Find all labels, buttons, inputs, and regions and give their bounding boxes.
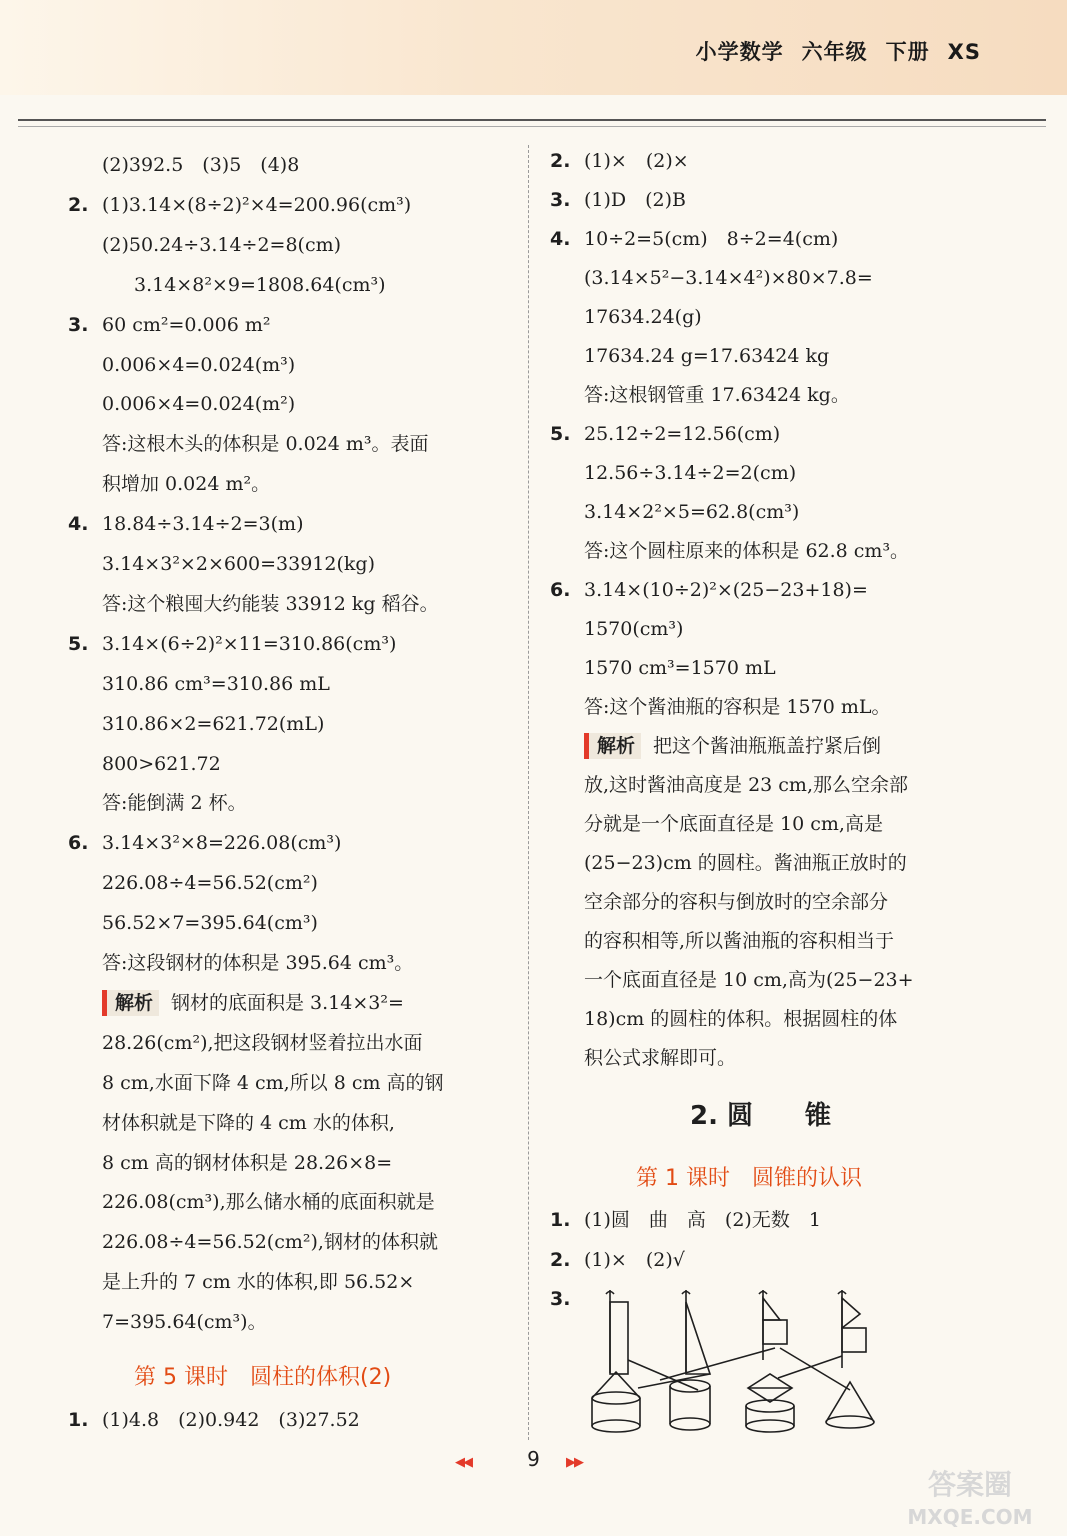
answer-line [68, 584, 439, 624]
answer-line [550, 336, 829, 376]
answer-text: 800>621.72 [102, 752, 221, 775]
answer-line [68, 464, 270, 504]
answer-text: 放,这时酱油高度是 23 cm,那么空余部 [584, 774, 908, 796]
answer-line [550, 726, 881, 766]
answer-line [68, 544, 375, 584]
answer-line [68, 704, 324, 744]
answer-text: (1)D (2)B [584, 189, 687, 211]
answer-line [68, 1103, 395, 1143]
answer-line [550, 531, 909, 571]
answer-text: 18)cm 的圆柱的体积。根据圆柱的体 [584, 1008, 898, 1030]
answer-line [550, 1240, 685, 1280]
column-divider [528, 145, 529, 1440]
answer-line [550, 687, 890, 727]
answer-line [550, 453, 796, 493]
answer-line [68, 863, 318, 903]
answer-line [550, 999, 897, 1039]
answer-text: (1)× (2)√ [584, 1248, 685, 1271]
answer-text: 一个底面直径是 10 cm,高为(25−23+ [584, 969, 914, 991]
answer-text: 8 cm,水面下降 4 cm,所以 8 cm 高的钢 [102, 1071, 444, 1094]
section-title: 2. 圆 锥 [690, 1101, 832, 1131]
answer-text: 是上升的 7 cm 水的体积,即 56.52× [102, 1271, 415, 1294]
answer-line [68, 943, 413, 983]
answer-line [550, 570, 868, 610]
rectangle-rotation-icon [606, 1290, 628, 1374]
answer-line [550, 648, 776, 688]
answer-line [550, 1200, 821, 1240]
answer-line [68, 145, 299, 185]
answer-text: 7=395.64(cm³)。 [102, 1311, 267, 1334]
question-number: 3. [68, 313, 89, 336]
lesson-title-1: 第 1 课时 圆锥的认识 [636, 1166, 862, 1191]
answer-line [68, 903, 318, 943]
answer-line [550, 297, 702, 337]
answer-line [550, 960, 914, 1000]
answer-text: 28.26(cm²),把这段钢材竖着拉出水面 [102, 1031, 423, 1054]
answer-text: 1570(cm³) [584, 618, 684, 640]
answer-text: 0.006×4=0.024(m³) [102, 353, 296, 376]
answer-line [68, 1222, 438, 1262]
answer-text: (1)3.14×(8÷2)²×4=200.96(cm³) [102, 193, 412, 216]
answer-text: 310.86×2=621.72(mL) [102, 712, 325, 735]
answer-line [68, 1143, 392, 1183]
answer-text: 积增加 0.024 m²。 [102, 473, 271, 496]
answer-text: 答:能倒满 2 杯。 [102, 792, 247, 815]
answer-line [68, 185, 411, 225]
question-number: 6. [550, 579, 571, 601]
answer-line [68, 1400, 360, 1440]
header-rule [18, 119, 1046, 121]
answer-line [550, 1038, 736, 1078]
page-number: 9 [527, 1447, 540, 1471]
answer-text: 把这个酱油瓶瓶盖拧紧后倒 [653, 735, 882, 757]
cone-solid [826, 1382, 874, 1428]
answer-line [68, 305, 270, 345]
analysis-label: 解析 [584, 733, 641, 759]
answer-line [68, 664, 330, 704]
answer-text: 17634.24 g=17.63424 kg [584, 345, 830, 367]
answer-line [550, 843, 907, 883]
question-number: 5. [550, 423, 571, 445]
answer-line [68, 1023, 423, 1063]
answer-line [550, 492, 799, 532]
question-number: 1. [68, 1409, 89, 1431]
question-number: 2. [550, 150, 571, 172]
answer-line [68, 1182, 435, 1222]
question-number: 4. [68, 513, 89, 536]
question-number: 2. [68, 193, 89, 216]
answer-text: 226.08(cm³),那么储水桶的底面积就是 [102, 1191, 435, 1214]
question-number: 6. [68, 832, 89, 855]
answer-text: 的容积相等,所以酱油瓶的容积相当于 [584, 930, 895, 952]
answer-line [68, 783, 247, 823]
grade-label: 六年级 [801, 40, 868, 64]
answer-text: 积公式求解即可。 [584, 1047, 737, 1069]
header-rule-thin [18, 126, 1046, 127]
answer-text: 12.56÷3.14÷2=2(cm) [584, 462, 797, 484]
answer-text: 答:这段钢材的体积是 395.64 cm³。 [102, 952, 414, 974]
answer-text: 答:这个圆柱原来的体积是 62.8 cm³。 [584, 540, 910, 562]
answer-line [68, 345, 295, 385]
square-triangle-rotation-icon [838, 1290, 866, 1368]
answer-line [550, 1279, 584, 1319]
question-number: 2. [550, 1248, 571, 1271]
question-number: 3. [550, 189, 571, 211]
answer-text: 材体积就是下降的 4 cm 水的体积, [102, 1111, 395, 1134]
answer-text: 60 cm²=0.006 m² [102, 313, 271, 336]
cylinder-solid [670, 1380, 710, 1430]
answer-text: (2)50.24÷3.14÷2=8(cm) [102, 233, 342, 256]
answer-text: (1)圆 曲 高 (2)无数 1 [584, 1209, 821, 1231]
answer-text: (3.14×5²−3.14×4²)×80×7.8= [584, 267, 873, 289]
answer-line [68, 744, 221, 784]
answer-text: 3.14×2²×5=62.8(cm³) [584, 501, 800, 523]
answer-line [550, 804, 883, 844]
answer-text: 答:这根木头的体积是 0.024 m³。表面 [102, 433, 429, 456]
double-cone-cylinder-solid [746, 1374, 794, 1432]
answer-line [550, 180, 686, 220]
edition-label: XS [947, 40, 981, 64]
answer-line [68, 424, 429, 464]
answer-text: (1)4.8 (2)0.942 (3)27.52 [102, 1409, 360, 1431]
answer-text: 8 cm 高的钢材体积是 28.26×8= [102, 1151, 393, 1174]
answer-line [550, 375, 850, 415]
answer-text: 226.08÷4=56.52(cm²) [102, 872, 318, 895]
answer-line [550, 765, 908, 805]
answer-line [68, 823, 341, 863]
matching-figure [580, 1288, 900, 1438]
answer-line [68, 265, 386, 305]
watermark-logo: 答案圈 MXQE.COM [907, 1468, 1033, 1529]
answer-line [68, 624, 396, 664]
answer-text: 3.14×(6÷2)²×11=310.86(cm³) [102, 632, 397, 655]
answer-text: 3.14×8²×9=1808.64(cm³) [134, 273, 386, 296]
analysis-label: 解析 [102, 990, 159, 1016]
lesson-title-5: 第 5 课时 圆柱的体积(2) [134, 1365, 392, 1390]
answer-text: 答:这根钢管重 17.63424 kg。 [584, 384, 850, 406]
answer-line [68, 384, 295, 424]
answer-text: 答:这个酱油瓶的容积是 1570 mL。 [584, 696, 891, 718]
cone-cylinder-solid [592, 1372, 640, 1432]
answer-line [68, 1262, 414, 1302]
answer-line [550, 609, 683, 649]
question-number: 1. [550, 1209, 571, 1231]
answer-text: 空余部分的容积与倒放时的空余部分 [584, 891, 889, 913]
answer-line [68, 504, 303, 544]
answer-line [68, 1302, 267, 1342]
answer-text: 310.86 cm³=310.86 mL [102, 672, 330, 695]
book-info [678, 36, 981, 66]
answer-line [550, 219, 838, 259]
answer-line [68, 1063, 444, 1103]
answer-text: 0.006×4=0.024(m²) [102, 393, 296, 416]
volume-label: 下册 [885, 40, 930, 64]
answer-text: (25−23)cm 的圆柱。酱油瓶正放时的 [584, 852, 907, 874]
answer-text: 答:这个粮囤大约能装 33912 kg 稻谷。 [102, 592, 439, 615]
answer-text: (1)× (2)× [584, 150, 689, 172]
answer-line [550, 258, 873, 298]
answer-text: 25.12÷2=12.56(cm) [584, 423, 781, 445]
answer-line [550, 882, 888, 922]
answer-text: 18.84÷3.14÷2=3(m) [102, 513, 304, 536]
answer-text: (2)392.5 (3)5 (4)8 [102, 154, 300, 176]
answer-text: 3.14×(10÷2)²×(25−23+18)= [584, 579, 868, 601]
answer-text: 10÷2=5(cm) 8÷2=4(cm) [584, 228, 839, 250]
answer-text: 56.52×7=395.64(cm³) [102, 912, 318, 935]
question-number: 5. [68, 632, 89, 655]
answer-line [550, 921, 894, 961]
answer-line [68, 225, 341, 265]
answer-text: 3.14×3²×8=226.08(cm³) [102, 832, 342, 855]
answer-line [550, 414, 780, 454]
answer-line [550, 141, 689, 181]
answer-line [68, 983, 404, 1023]
next-page-arrows[interactable]: ▶▶ [566, 1455, 582, 1470]
answer-text: 226.08÷4=56.52(cm²),钢材的体积就 [102, 1231, 438, 1254]
answer-text: 17634.24(g) [584, 306, 702, 328]
question-number: 3. [550, 1288, 571, 1310]
triangle-rotation-icon [682, 1290, 710, 1374]
subject-label: 小学数学 [695, 40, 784, 64]
answer-text: 钢材的底面积是 3.14×3²= [171, 991, 404, 1014]
answer-text: 1570 cm³=1570 mL [584, 657, 776, 679]
answer-text: 分就是一个底面直径是 10 cm,高是 [584, 813, 883, 835]
question-number: 4. [550, 228, 571, 250]
answer-text: 3.14×3²×2×600=33912(kg) [102, 553, 375, 575]
prev-page-arrows[interactable]: ◀◀ [455, 1455, 471, 1470]
